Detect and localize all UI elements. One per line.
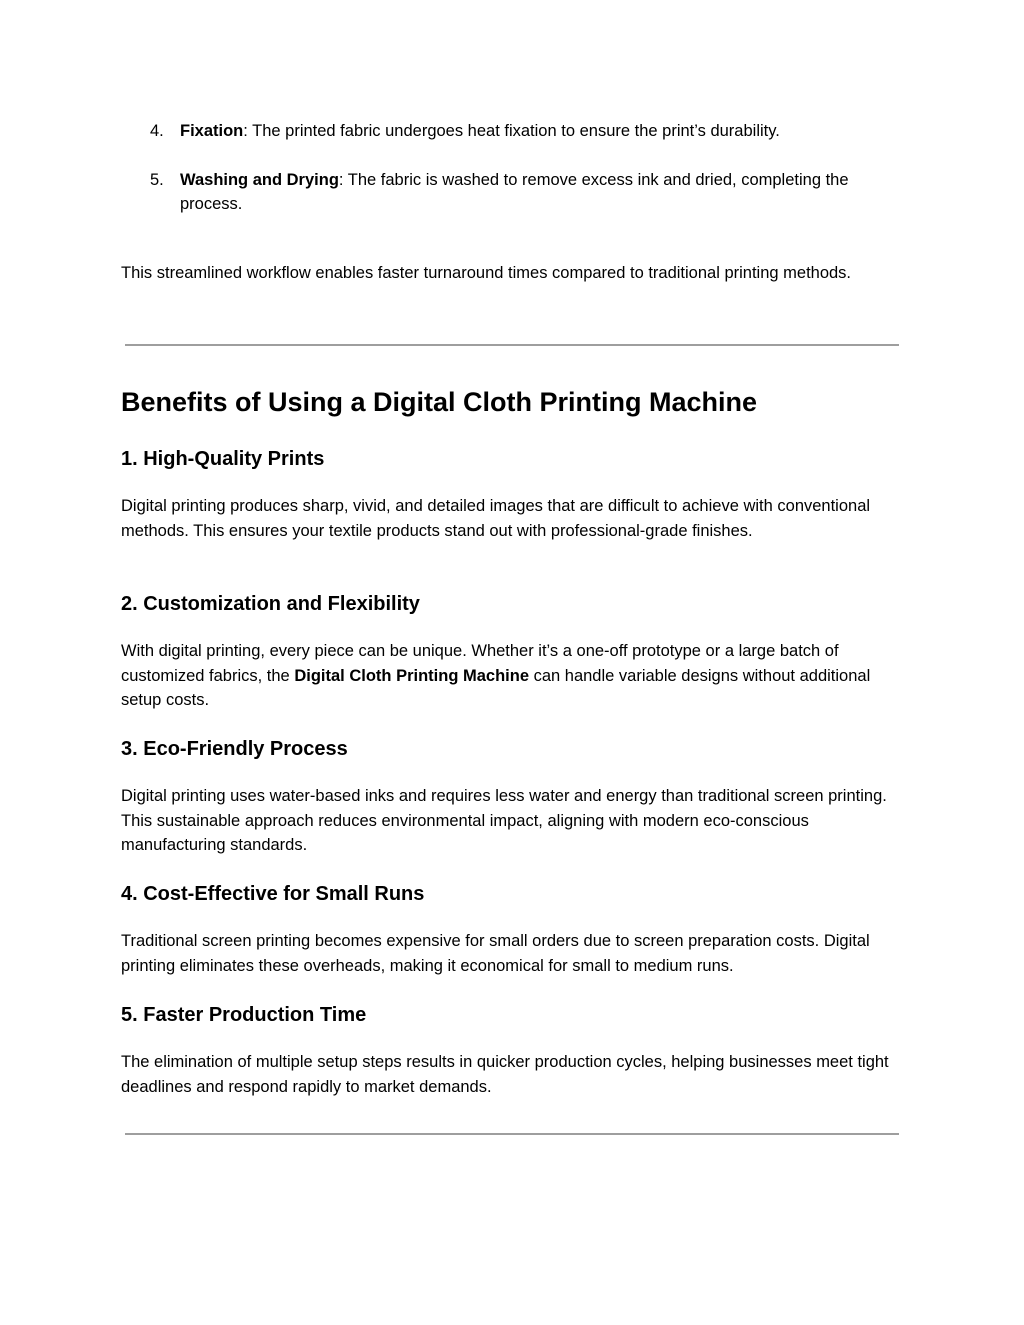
list-item (121, 168, 901, 216)
list-item-number: 4. (150, 122, 164, 140)
list-item (121, 119, 901, 143)
list-item-term: Fixation (180, 122, 244, 140)
list-item-text: : The printed fabric undergoes heat fixation to ensure the print’s durability. (243, 122, 780, 140)
benefit-heading: 2. Customization and Flexibility (121, 593, 420, 615)
benefit-heading: 5. Faster Production Time (121, 1004, 367, 1026)
section-title: Benefits of Using a Digital Cloth Printing Machine (121, 387, 758, 417)
benefit-text-bold: Digital Cloth Printing Machine (294, 666, 529, 685)
intro-paragraph: This streamlined workflow enables faster turnaround times compared to traditional printing methods. (121, 264, 852, 282)
benefit-paragraph: Digital printing uses water-based inks and requires less water and energy than traditional screen printing. This sustainable approach reduces environmental impact, aligning with modern eco-conscious manufacturing standards. (121, 787, 887, 854)
list-item-term: Washing and Drying (180, 171, 339, 189)
benefit-paragraph: Digital printing produces sharp, vivid, and detailed images that are difficult to achieve with conventional methods. This ensures your textile products stand out with professional-grade finishes. (121, 497, 871, 540)
benefit-heading: 4. Cost-Effective for Small Runs (121, 883, 425, 905)
benefit-paragraph: Traditional screen printing becomes expensive for small orders due to screen preparation costs. Digital printing eliminates these overheads, making it economical for small to medium runs. (121, 932, 870, 975)
benefit-paragraph (121, 639, 906, 713)
horizontal-divider (125, 344, 899, 346)
horizontal-divider (125, 1133, 899, 1135)
benefit-heading: 3. Eco-Friendly Process (121, 738, 348, 760)
list-item-body (180, 119, 901, 143)
benefit-heading: 1. High-Quality Prints (121, 448, 325, 470)
list-item-number: 5. (150, 171, 164, 189)
list-item-body (180, 168, 901, 216)
benefit-paragraph: The elimination of multiple setup steps results in quicker production cycles, helping businesses meet tight deadlines and respond rapidly to market demands. (121, 1053, 889, 1096)
list-item-text: : The fabric is washed to remove excess ink and dried, completing the process. (180, 171, 849, 213)
benefit-text-after: can handle variable designs without additional setup costs. (121, 666, 871, 709)
benefit-text-before: With digital printing, every piece can be unique. Whether it’s a one-off prototype or a large batch of customized fabrics, the (121, 642, 839, 685)
